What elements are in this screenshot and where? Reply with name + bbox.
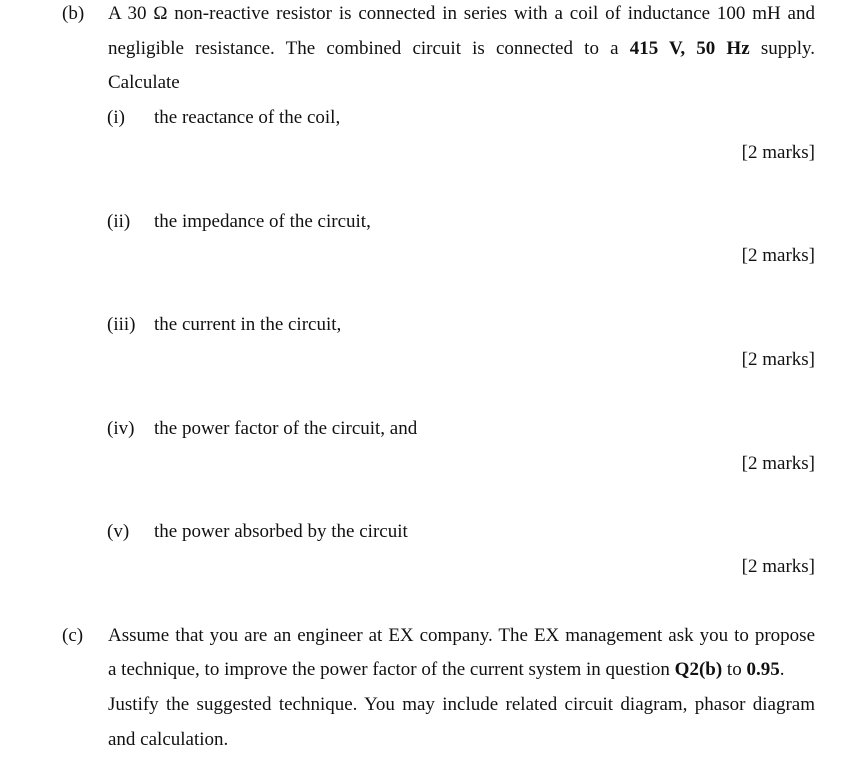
item-v-marks: [2 marks] [741, 556, 815, 577]
part-b-label: (b) [62, 3, 85, 24]
question-ref: Q2(b) [674, 659, 723, 680]
part-b-line-3: Calculate [108, 72, 180, 93]
item-iv-marks: [2 marks] [741, 453, 815, 474]
part-c-line-3: Justify the suggested technique. You may include related circuit diagram, phasor diagram [108, 694, 815, 715]
part-b-line-1: A 30 Ω non-reactive resistor is connected in series with a coil of inductance 100 mH and [108, 3, 815, 24]
item-iii-text: the current in the circuit, [154, 314, 342, 335]
item-iv-number: (iv) [107, 418, 135, 439]
item-i-marks: [2 marks] [741, 142, 815, 163]
item-ii-marks: [2 marks] [741, 245, 815, 266]
item-iii-marks: [2 marks] [741, 349, 815, 370]
item-v-text: the power absorbed by the circuit [154, 521, 408, 542]
item-i-text: the reactance of the coil, [154, 107, 341, 128]
part-c-line-2: a technique, to improve the power factor of the current system in question Q2(b) to 0.95. [108, 659, 785, 680]
item-iv-text: the power factor of the circuit, and [154, 418, 418, 439]
part-c-label: (c) [62, 625, 84, 646]
part-b-line-2: negligible resistance. The combined circuit is connected to a 415 V, 50 Hz supply. [108, 38, 816, 59]
target-power-factor: 0.95 [746, 659, 780, 680]
part-c-line-1: Assume that you are an engineer at EX company. The EX management ask you to propose [108, 625, 815, 646]
supply-spec: 415 V, 50 Hz [629, 38, 750, 59]
item-v-number: (v) [107, 521, 130, 542]
item-i-number: (i) [107, 107, 125, 128]
item-iii-number: (iii) [107, 314, 136, 335]
item-ii-text: the impedance of the circuit, [154, 211, 371, 232]
item-ii-number: (ii) [107, 211, 131, 232]
part-c-line-4: and calculation. [108, 729, 229, 750]
